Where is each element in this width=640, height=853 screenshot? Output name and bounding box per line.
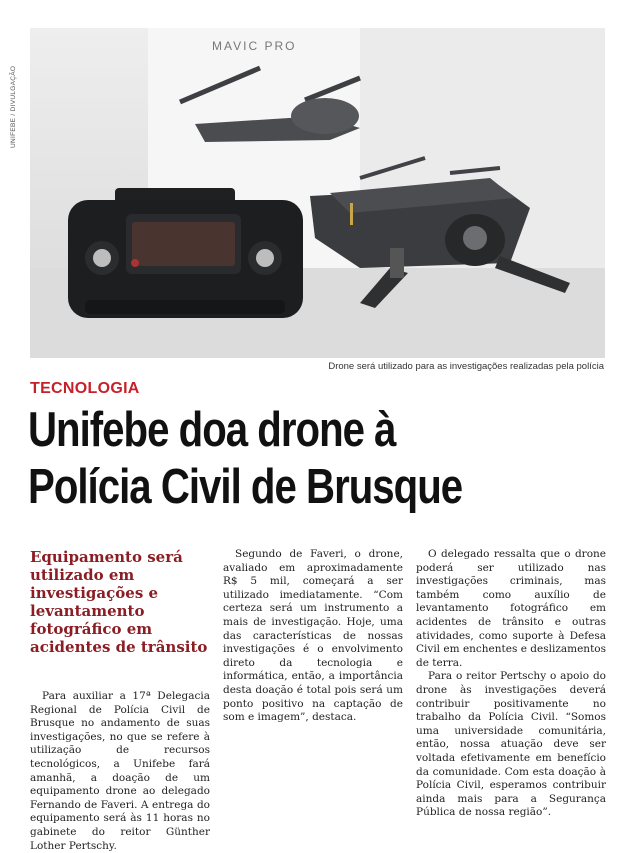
article-column-3 bbox=[416, 548, 606, 820]
deck-subtitle: Equipamento será utilizado em investigações e levantamento fotográfico em acidentes de trânsito bbox=[30, 548, 208, 656]
box-label: MAVIC PRO bbox=[212, 39, 297, 53]
headline bbox=[28, 402, 462, 516]
body-paragraph-1: Para auxiliar a 17ª Delegacia Regional de Polícia Civil de Brusque no andamento de suas investigações, no que se refere à utilização de recursos tecnológicos, a Unifebe fará amanhã, a doação de um equipamento drone ao delegado Fernando de Faveri. A entrega do equipamento será às 11 horas no gabinete do reitor Günther Lother Pertschy. bbox=[30, 690, 210, 852]
photo-caption: Drone será utilizado para as investigações realizadas pela polícia bbox=[328, 361, 604, 372]
photo-credit: UNIFEBE / DIVULGAÇÃO bbox=[10, 65, 17, 148]
section-label: TECNOLOGIA bbox=[30, 380, 140, 397]
headline-line-1: Unifebe doa drone à bbox=[28, 403, 396, 457]
article-column-2 bbox=[223, 548, 403, 725]
headline-line-2: Polícia Civil de Brusque bbox=[28, 460, 463, 514]
body-paragraph-3: O delegado ressalta que o drone poderá ser utilizado nas investigações criminais, mas também como auxílio de levantamento fotográfico em acidentes de trânsito e outras atividades, como suporte à Defesa Civil em enchentes e deslizamentos de terra. bbox=[416, 548, 606, 669]
body-paragraph-2: Segundo de Faveri, o drone, avaliado em aproximadamente R$ 5 mil, começará a ser utilizado imediatamente. “Com certeza será um instrumento a mais de investigação. Hoje, uma das características de nossas investigações é o envolvimento direto da tecnologia e informática, então, a importância desta doação é total pois será um ponto positivo na captação de som e imagem”, destaca. bbox=[223, 548, 403, 724]
remote-controller bbox=[68, 188, 303, 318]
article-column-1 bbox=[30, 690, 210, 852]
article-photo bbox=[30, 28, 605, 358]
body-paragraph-4: Para o reitor Pertschy o apoio do drone às investigações deverá contribuir positivamente no trabalho da Polícia Civil. “Somos uma universidade comunitária, então, nossa atuação deve ser voltada efetivamente em benefício da comunidade. Com esta doação à Polícia Civil, esperamos contribuir ainda mais para a Segurança Pública de nossa região”. bbox=[416, 670, 606, 819]
